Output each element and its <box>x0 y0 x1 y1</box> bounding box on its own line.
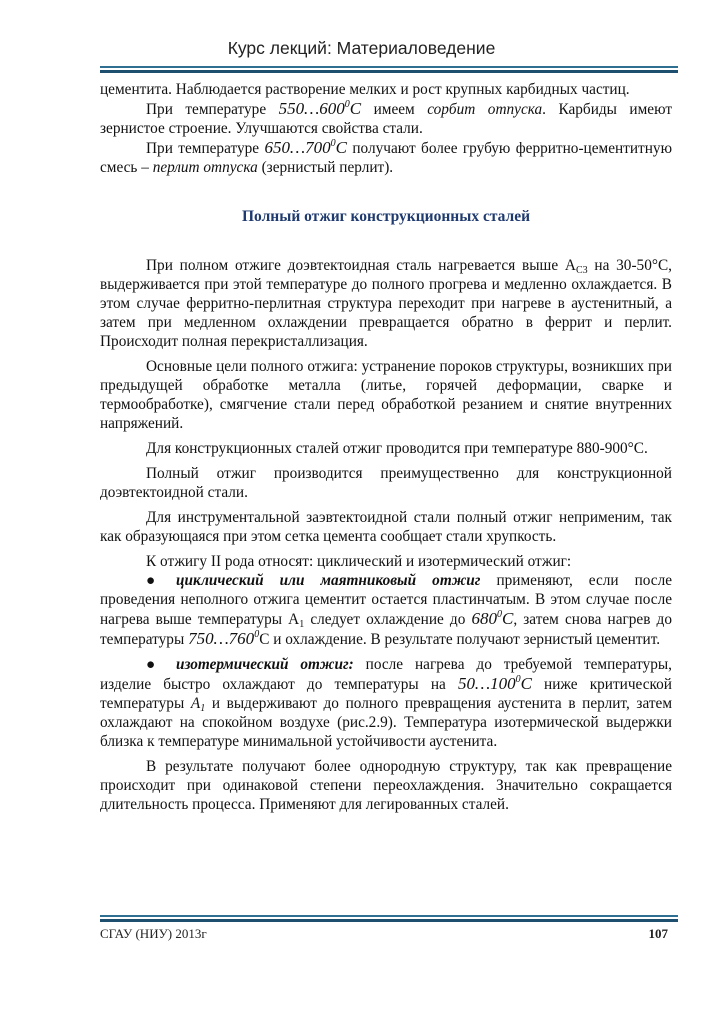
paragraph: Для инструментальной заэвтектоидной стали полный отжиг неприменим, так как образующаяся при этом сетка цемента сообщает стали хрупкость. <box>100 509 672 545</box>
section-title: Полный отжиг конструкционных сталей <box>241 208 531 225</box>
paragraph: При температуре $550\dots 600^0С$ имеем сорбит отпуска. Карбиды имеют зернистое строение. Улучшаются свойства стали. <box>100 99 673 137</box>
bullet-icon: ● <box>146 572 156 589</box>
paragraph: При полном отжиге доэвтектоидная сталь нагревается выше $A_{C3}$ на 30-50°С, выдерживается при этой температуре до полного прогрева и медленно охлаждается. В этом случае ферритно-перлитная структура переходит при нагреве в аустенитный, а затем при медленном охлаждении превращается обратно в феррит и перлит. Происходит полная перекристаллизация. <box>100 257 672 350</box>
paragraph: Основные цели полного отжига: устранение пороков структуры, возникших при предыдущей обработке металла (литье, горячей деформации, сварке и термообработке), смягчение стали перед обработкой резанием и снятие внутренних напряжений. <box>100 358 672 432</box>
page-body <box>100 80 672 814</box>
list-item: ● изотермический отжиг: после нагрева до требуемой температуры, изделие быстро охлаждают до температуры на $50\dots 100^0С$ ниже критической температуры $A_1$ и выдерживают до полного превращения аустенита в перлит, затем охлаждают на спокойном воздухе (рис.2.9). Температура изотермической выдержки близка к температуре минимальной устойчивости аустенита. <box>100 656 673 750</box>
header-rule <box>100 66 678 76</box>
paragraph: цементита. Наблюдается растворение мелких и рост крупных карбидных частиц. <box>100 81 630 98</box>
term-sorbite: сорбит отпуска <box>427 101 543 118</box>
term-cyclic-annealing: циклический или маятниковый отжиг <box>176 572 481 589</box>
bullet-icon: ● <box>146 656 156 673</box>
list-item: ● циклический или маятниковый отжиг применяют, если после проведения неполного отжига цементит остается пластинчатым. В этом случае после нагрева выше температуры $A_1$ следует охлаждение до $680^0С$, затем снова нагрев до температуры $750\dots 760^0С$ и охлаждение. В результате получают зернистый цементит. <box>100 572 672 648</box>
footer-institution: СГАУ (НИУ) 2013г <box>100 926 207 941</box>
paragraph: Для конструкционных сталей отжиг проводится при температуре 880-900°С. <box>146 440 648 457</box>
paragraph: Полный отжиг производится преимущественно для конструкционной доэвтектоидной стали. <box>100 465 672 501</box>
term-isothermal-annealing: изотермический отжиг: <box>176 656 354 673</box>
footer-rule <box>100 915 678 925</box>
page-number: 107 <box>648 926 668 941</box>
paragraph: При температуре $650\dots 700^0С$ получают более грубую ферритно-цементитную смесь – перлит отпуска (зернистый перлит). <box>100 138 672 176</box>
page-header-title: Курс лекций: Материаловедение <box>227 38 496 58</box>
paragraph: К отжигу II рода относят: циклический и изотермический отжиг: <box>146 553 572 570</box>
term-pearlite: перлит отпуска <box>152 159 258 176</box>
paragraph: В результате получают более однородную структуру, так как превращение происходит при одинаковой степени переохлаждения. Значительно сокращается длительность процесса. Применяют для легированных сталей. <box>100 758 672 813</box>
